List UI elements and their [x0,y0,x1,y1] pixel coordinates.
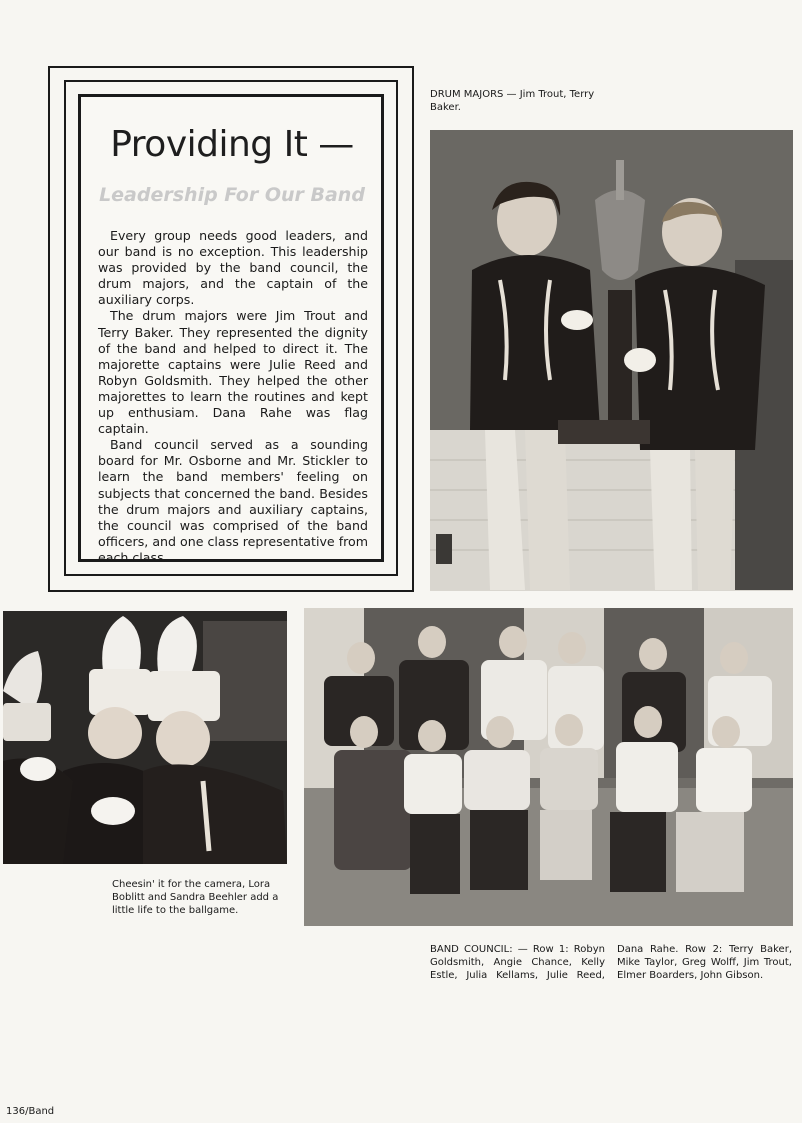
article-paragraph-1: Every group needs good leaders, and our band is no exception. This leadership was provided by the band council, the drum majors, and the captain of the auxiliary corps. [98,228,368,308]
article-body [98,228,368,566]
drum-majors-caption: DRUM MAJORS — Jim Trout, Terry Baker. [430,89,595,113]
page-folio: 136/Band [6,1106,55,1117]
majorettes-caption: Cheesin' it for the camera, Lora Boblitt and Sandra Beehler add a little life to the ballgame. [112,879,279,916]
article-paragraph-2: The drum majors were Jim Trout and Terry Baker. They represented the dignity of the band and helped to direct it. The majorette captains were Julie Reed and Robyn Goldsmith. They helped the other majorettes to learn the routines and kept up enthusiam. Dana Rahe was flag captain. [98,308,368,437]
drum-majors-photo [430,130,793,591]
band-council-photo [304,608,793,926]
band-council-caption: BAND COUNCIL: — Row 1: Robyn Goldsmith, Angie Chance, Kelly Estle, Julia Kellams, Julie Reed, Dana Rahe. Row 2: Terry Baker, Mike Taylor, Greg Wolff, Jim Trout, Elmer Boarders, John Gibson. [430,944,792,981]
article-paragraph-3: Band council served as a sounding board for Mr. Osborne and Mr. Stickler to learn the band members' feeling on subjects that concerned the band. Besides the drum majors and auxiliary captains, the council was comprised of the band officers, and one class representative from each class. [98,437,368,565]
majorettes-photo [3,611,287,864]
subheadline: Leadership For Our Band [99,184,365,206]
headline: Providing It — [110,124,354,165]
